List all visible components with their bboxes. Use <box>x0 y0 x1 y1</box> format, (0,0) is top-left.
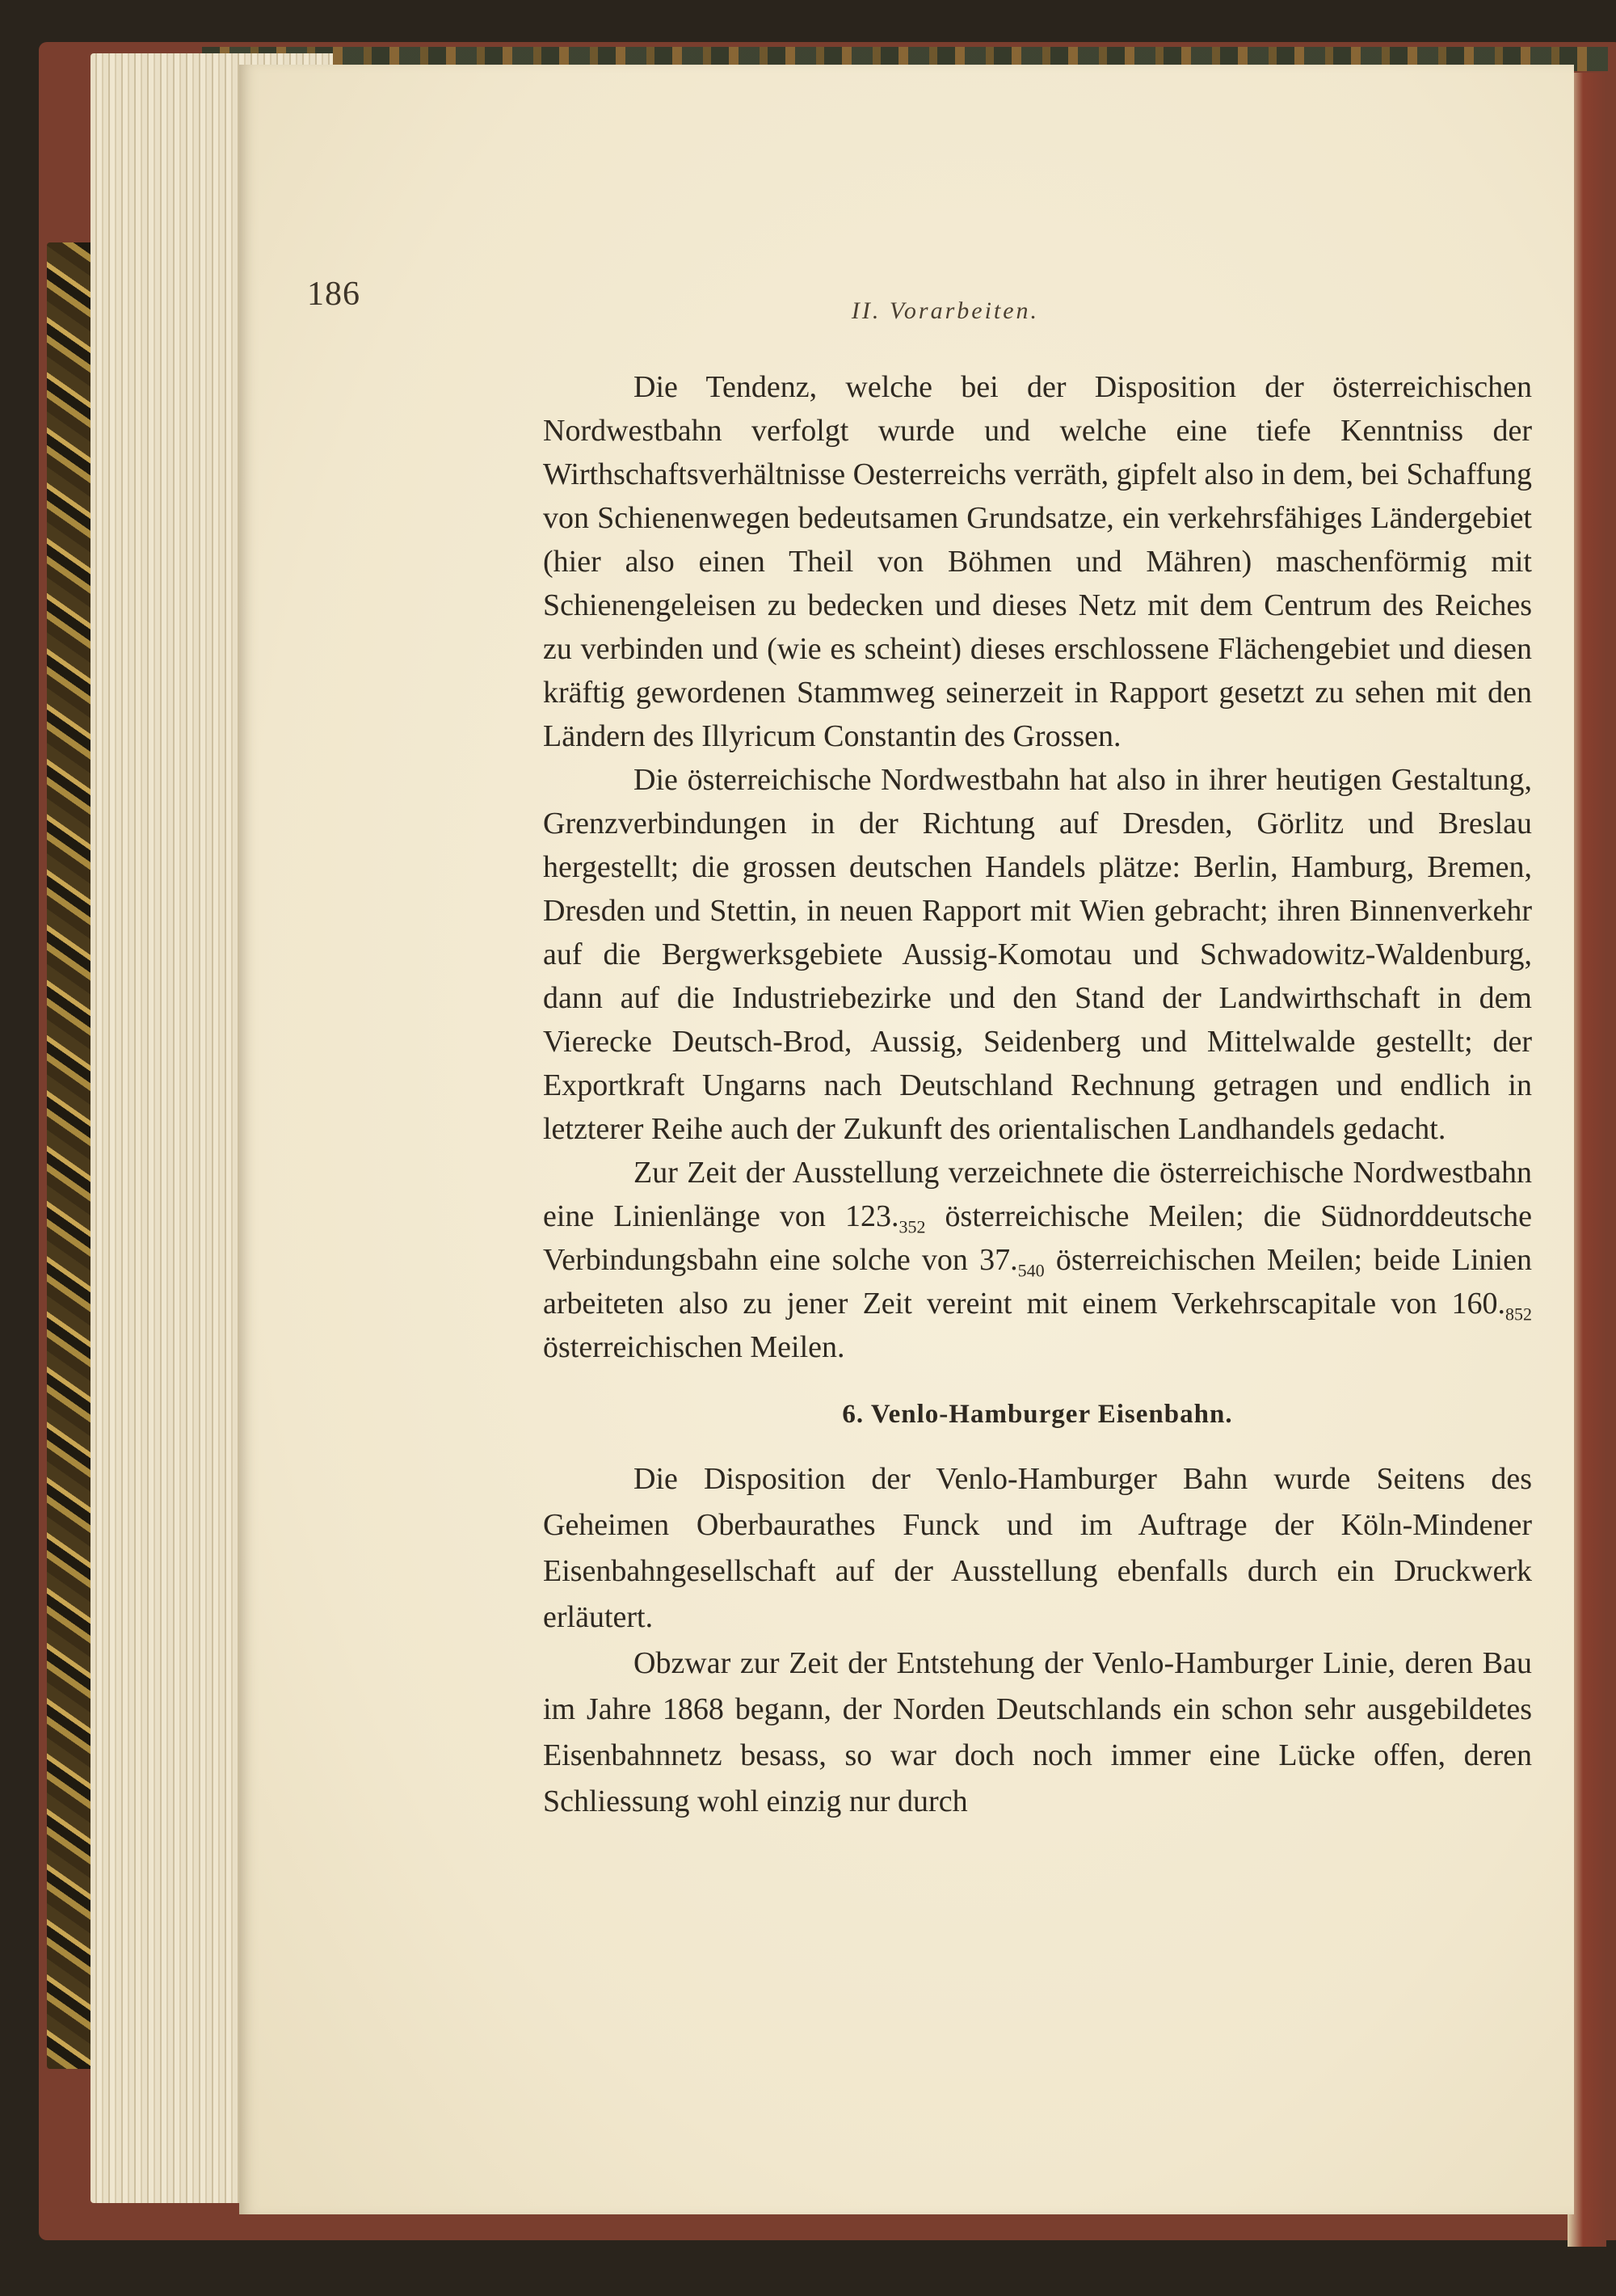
stats-decimal-2: 540 <box>1017 1260 1045 1281</box>
body-text <box>543 365 1532 1825</box>
page-number: 186 <box>307 276 360 313</box>
paragraph-disposition: Die Disposition der Venlo-Hamburger Bahn wurde Seitens des Geheimen Oberbaurathes Funck und im Auftrage der Köln-Mindener Eisenbahngesellschaft auf der Ausstellung ebenfalls durch ein Druckwerk erläutert. <box>543 1462 1532 1634</box>
paragraph-ausstellung-statistik <box>543 1151 1532 1369</box>
running-head: II. Vorarbeiten. <box>851 297 1040 324</box>
stats-text-4: österreichischen Meilen. <box>543 1330 845 1364</box>
stats-text-2: österreichische Meilen; die Südnorddeutsche Verbindungsbahn eine solche von 37. <box>543 1199 1532 1277</box>
paragraph-tendenz: Die Tendenz, welche bei der Disposition der österreichischen Nordwestbahn verfolgt wurde und welche eine tiefe Kenntniss der Wirthschaftsverhältnisse Oesterreichs verräth, gipfelt also in dem, bei Schaffung von Schienenwegen bedeutsamen Grundsatze, ein verkehrsfähiges Ländergebiet (hier also einen Theil von Böhmen und Mähren) maschenförmig mit Schienengeleisen zu bedecken und dieses Netz mit dem Centrum des Reiches zu verbinden und (wie es scheint) dieses erschlossene Flächengebiet und diesen kräftig gewordenen Stammweg seinerzeit in Rapport gesetzt zu sehen mit den Ländern des Illyricum Constantin des Grossen. <box>543 370 1532 753</box>
stats-text-1: Zur Zeit der Ausstellung verzeichnete die österreichische Nordwestbahn eine Linienlänge von 123. <box>543 1156 1532 1233</box>
paragraph-obzwar: Obzwar zur Zeit der Entstehung der Venlo-Hamburger Linie, deren Bau im Jahre 1868 begann, der Norden Deutschlands ein schon sehr ausgebildetes Eisenbahnnetz besass, so war doch noch immer eine Lücke offen, deren Schliessung wohl einzig nur durch <box>543 1646 1532 1818</box>
stats-decimal-1: 352 <box>898 1216 926 1237</box>
paragraph-nordwestbahn: Die österreichische Nordwestbahn hat also in ihrer heutigen Gestaltung, Grenzverbindungen in der Richtung auf Dresden, Görlitz und Breslau hergestellt; die grossen deutschen Handels plätze: Berlin, Hamburg, Bremen, Dresden und Stettin, in neuen Rapport mit Wien gebracht; ihren Binnenverkehr auf die Bergwerksgebiete Aussig-Komotau und Schwadowitz-Waldenburg, dann auf die Industriebezirke und den Stand der Landwirthschaft in dem Vierecke Deutsch-Brod, Aussig, Seidenberg und Mittelwalde gestellt; der Exportkraft Ungarns nach Deutschland Rechnung getragen und endlich in letzterer Reihe auch der Zukunft des orientalischen Landhandels gedacht. <box>543 763 1532 1146</box>
section-heading: 6. Venlo-Hamburger Eisenbahn. <box>842 1400 1233 1429</box>
stats-decimal-3: 852 <box>1505 1304 1532 1325</box>
stats-text-3: österreichischen Meilen; beide Linien arbeiteten also zu jener Zeit vereint mit einem Verkehrscapitale von 160. <box>543 1243 1532 1321</box>
